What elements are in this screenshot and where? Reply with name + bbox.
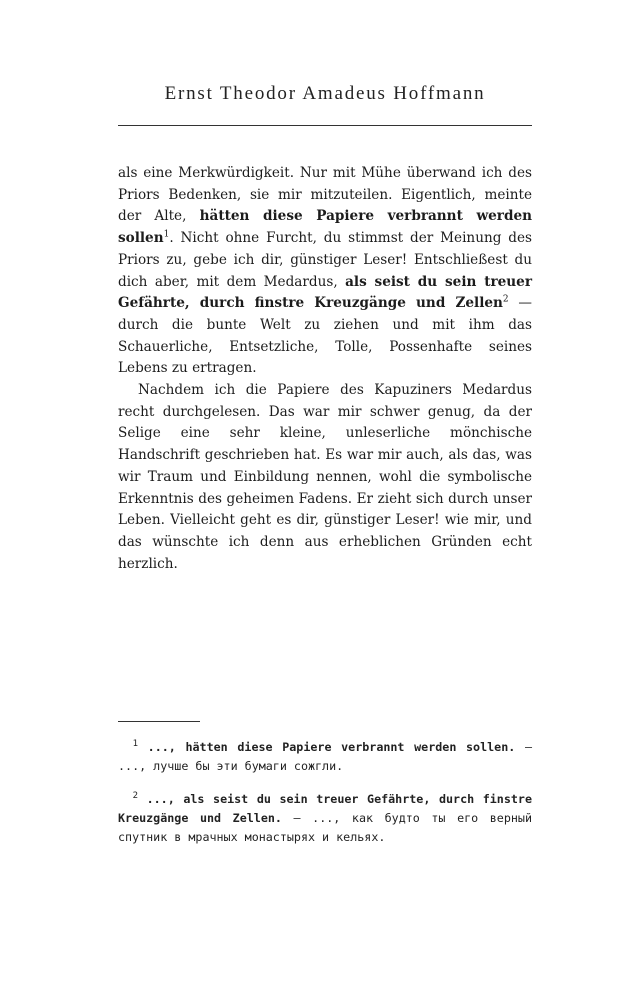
footnote-1-source: ..., hätten diese Papiere verbrannt werden sollen. (147, 740, 516, 754)
footnote-ref-2: 2 (502, 294, 509, 305)
footnote-2-source: ..., als seist du sein treuer Gefährte, durch finstre Kreuzgänge und Zellen. (118, 792, 532, 825)
header-rule (118, 125, 532, 126)
running-head-author: Ernst Theodor Amadeus Hoffmann (164, 83, 486, 104)
paragraph-1 (118, 163, 532, 380)
bold-phrase-2: als seist du sein treuer Gefährte, durch finstre Kreuzgänge und Zellen (118, 273, 532, 312)
main-text (118, 163, 532, 575)
footnote-separator (118, 721, 200, 722)
paragraph-1-text-a: als eine Merkwürdigkeit. Nur mit Mühe überwand ich des Priors Bedenken, sie mir mitzuteilen. Eigentlich, meinte der Alte, (118, 165, 532, 225)
footnote-1-translation: — ..., лучше бы эти бумаги сожгли. (118, 740, 532, 773)
paragraph-2: Nachdem ich die Papiere des Kapuziners Medardus recht durchgelesen. Das war mir schwer genug, da der Selige eine sehr kleine, unleserliche mönchische Handschrift geschrieben hat. Es war mir auch, als das, was wir Traum und Einbildung nennen, wohl die symbolische Erkenntnis des geheimen Fadens. Er zieht sich durch unser Leben. Vielleicht geht es dir, günstiger Leser! wie mir, und das wünschte ich denn aus erheblichen Gründen echt herzlich. (118, 382, 532, 572)
footnote-ref-1: 1 (163, 229, 170, 240)
footnote-1: 1 ..., hätten diese Papiere verbrannt werden sollen. — ..., лучше бы эти бумаги сожгли. (118, 739, 532, 773)
paragraph-1-text-c: — durch die bunte Welt zu ziehen und mit ihm das Schauerliche, Entsetzliche, Tolle, Possenhafte seines Lebens zu ertragen. (118, 295, 532, 377)
paragraph-1-text-b: . Nicht ohne Furcht, du stimmst der Meinung des Priors zu, gebe ich dir, günstiger Leser! Entschließest du dich aber, mit dem Medardus, (118, 230, 532, 290)
footnote-2: 2 ..., als seist du sein treuer Gefährte, durch finstre Kreuzgänge und Zellen. — ..., как будто ты его верный спутник в мрачных монастырях и кельях. (118, 791, 532, 844)
footnote-2-translation: — ..., как будто ты его верный спутник в мрачных монастырях и кельях. (118, 811, 532, 844)
bold-phrase-1: hätten diese Papiere verbrannt werden sollen (118, 208, 532, 247)
footnotes (118, 738, 532, 861)
